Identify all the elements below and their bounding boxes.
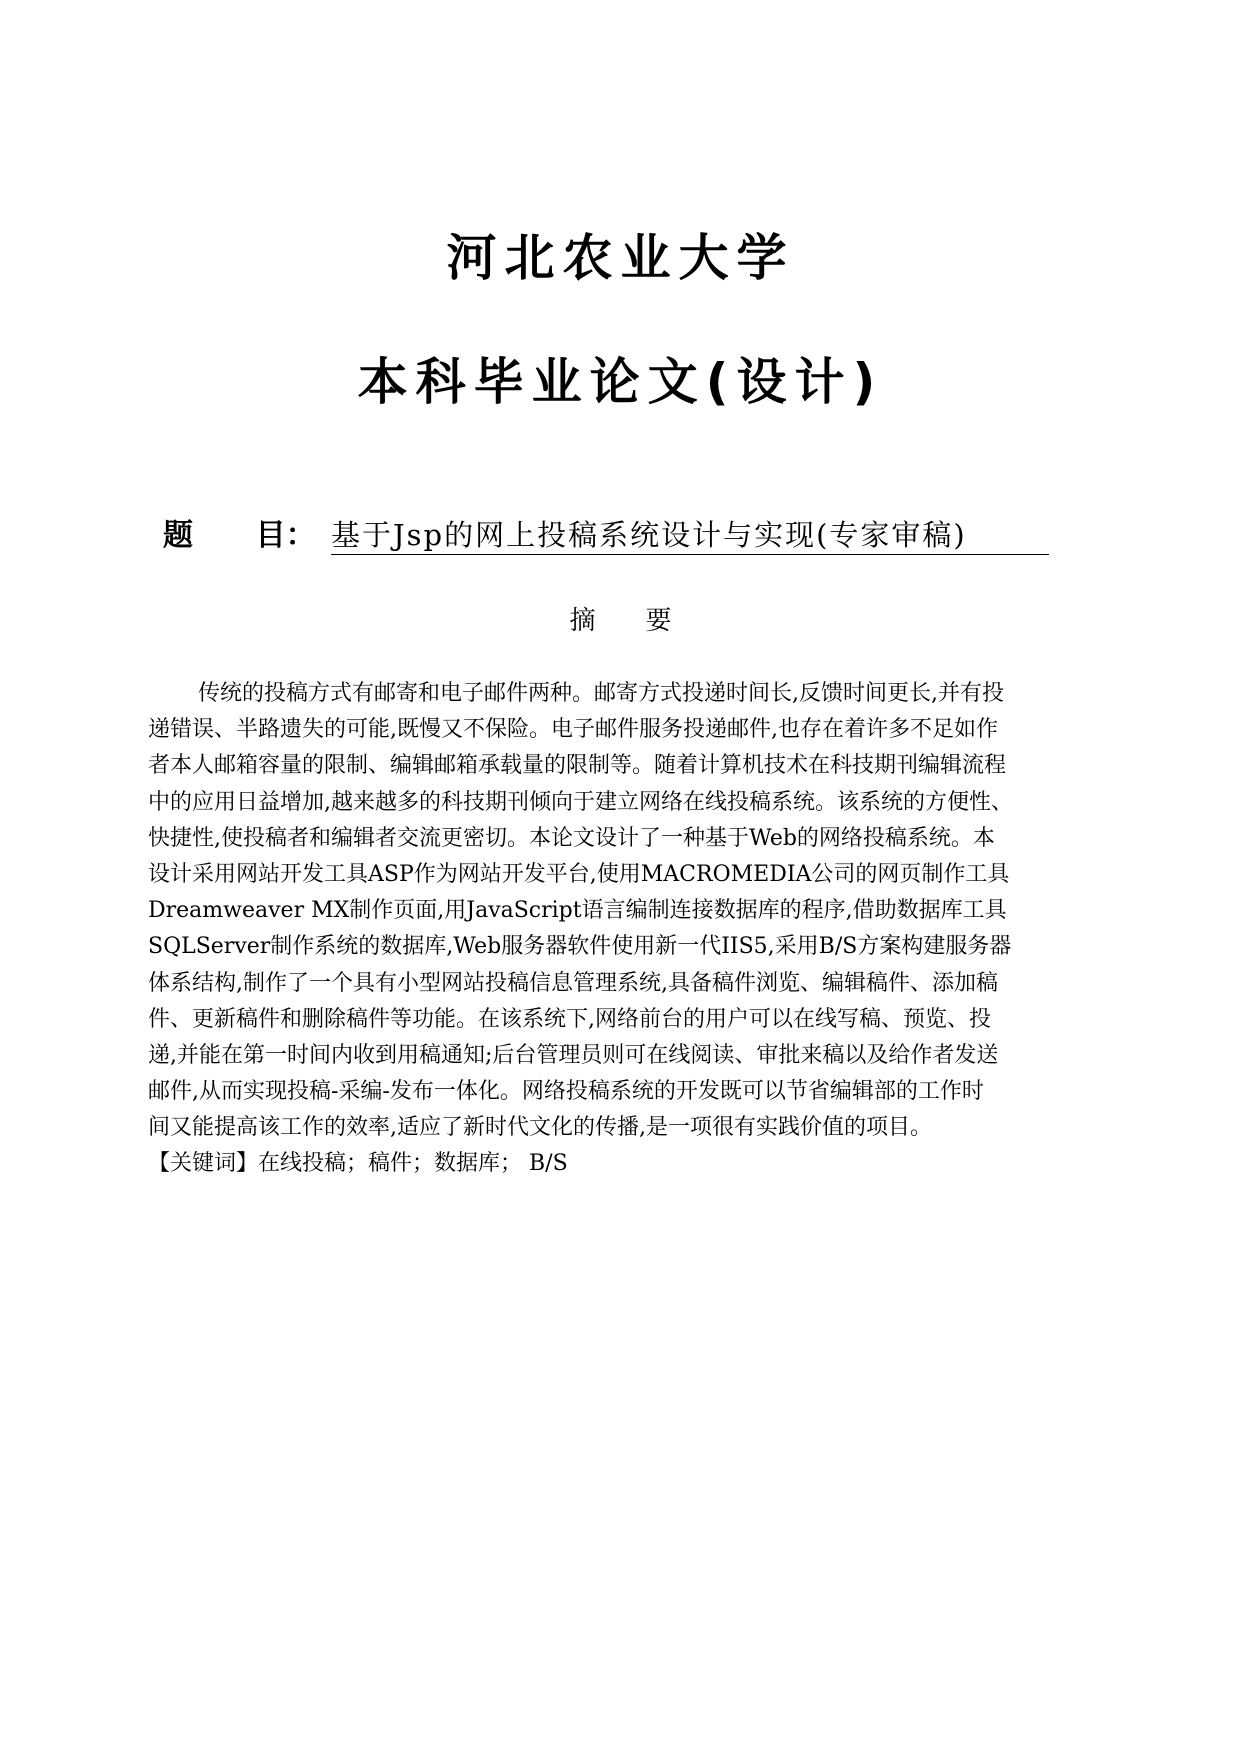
abstract-line: Dreamweaver MX制作页面,用JavaScript语言编制连接数据库的程序,借助数据库工具 xyxy=(148,898,1007,924)
thesis-title-row xyxy=(163,514,1063,562)
abstract-line: 体系结构,制作了一个具有小型网站投稿信息管理系统,具备稿件浏览、编辑稿件、添加稿 xyxy=(148,970,998,996)
university-name: 河北农业大学 xyxy=(446,229,795,287)
abstract-line: 件、更新稿件和删除稿件等功能。在该系统下,网络前台的用户可以在线写稿、预览、投 xyxy=(148,1006,991,1032)
document-type: 本科毕业论文(设计) xyxy=(357,353,884,411)
abstract-line: 快捷性,使投稿者和编辑者交流更密切。本论文设计了一种基于Web的网络投稿系统。本 xyxy=(148,825,995,851)
abstract-line: 中的应用日益增加,越来越多的科技期刊倾向于建立网络在线投稿系统。该系统的方便性、 xyxy=(148,789,1013,815)
abstract-heading: 摘要 xyxy=(569,606,722,636)
abstract-line: 邮件,从而实现投稿-采编-发布一体化。网络投稿系统的开发既可以节省编辑部的工作时 xyxy=(148,1079,984,1105)
thesis-title: 基于Jsp的网上投稿系统设计与实现(专家审稿) xyxy=(331,516,1049,555)
abstract-line: 者本人邮箱容量的限制、编辑邮箱承载量的限制等。随着计算机技术在科技期刊编辑流程 xyxy=(148,753,1007,779)
abstract-line: 递错误、半路遗失的可能,既慢又不保险。电子邮件服务投递邮件,也存在着许多不足如作 xyxy=(148,717,998,743)
title-label: 题 目： xyxy=(163,518,316,553)
keywords: 【关键词】在线投稿；稿件；数据库； B/S xyxy=(148,1151,568,1177)
abstract-line: 间又能提高该工作的效率,适应了新时代文化的传播,是一项很有实践价值的项目。 xyxy=(148,1115,932,1141)
abstract-line: 递,并能在第一时间内收到用稿通知;后台管理员则可在线阅读、审批来稿以及给作者发送 xyxy=(148,1042,999,1068)
abstract-line: 传统的投稿方式有邮寄和电子邮件两种。邮寄方式投递时间长,反馈时间更长,并有投 xyxy=(198,681,1004,706)
abstract-body xyxy=(148,676,1120,1183)
abstract-line: 设计采用网站开发工具ASP作为网站开发平台,使用MACROMEDIA公司的网页制作工具 xyxy=(148,861,1010,887)
abstract-line: SQLServer制作系统的数据库,Web服务器软件使用新一代IIS5,采用B/S方案构建服务器 xyxy=(148,934,1012,960)
